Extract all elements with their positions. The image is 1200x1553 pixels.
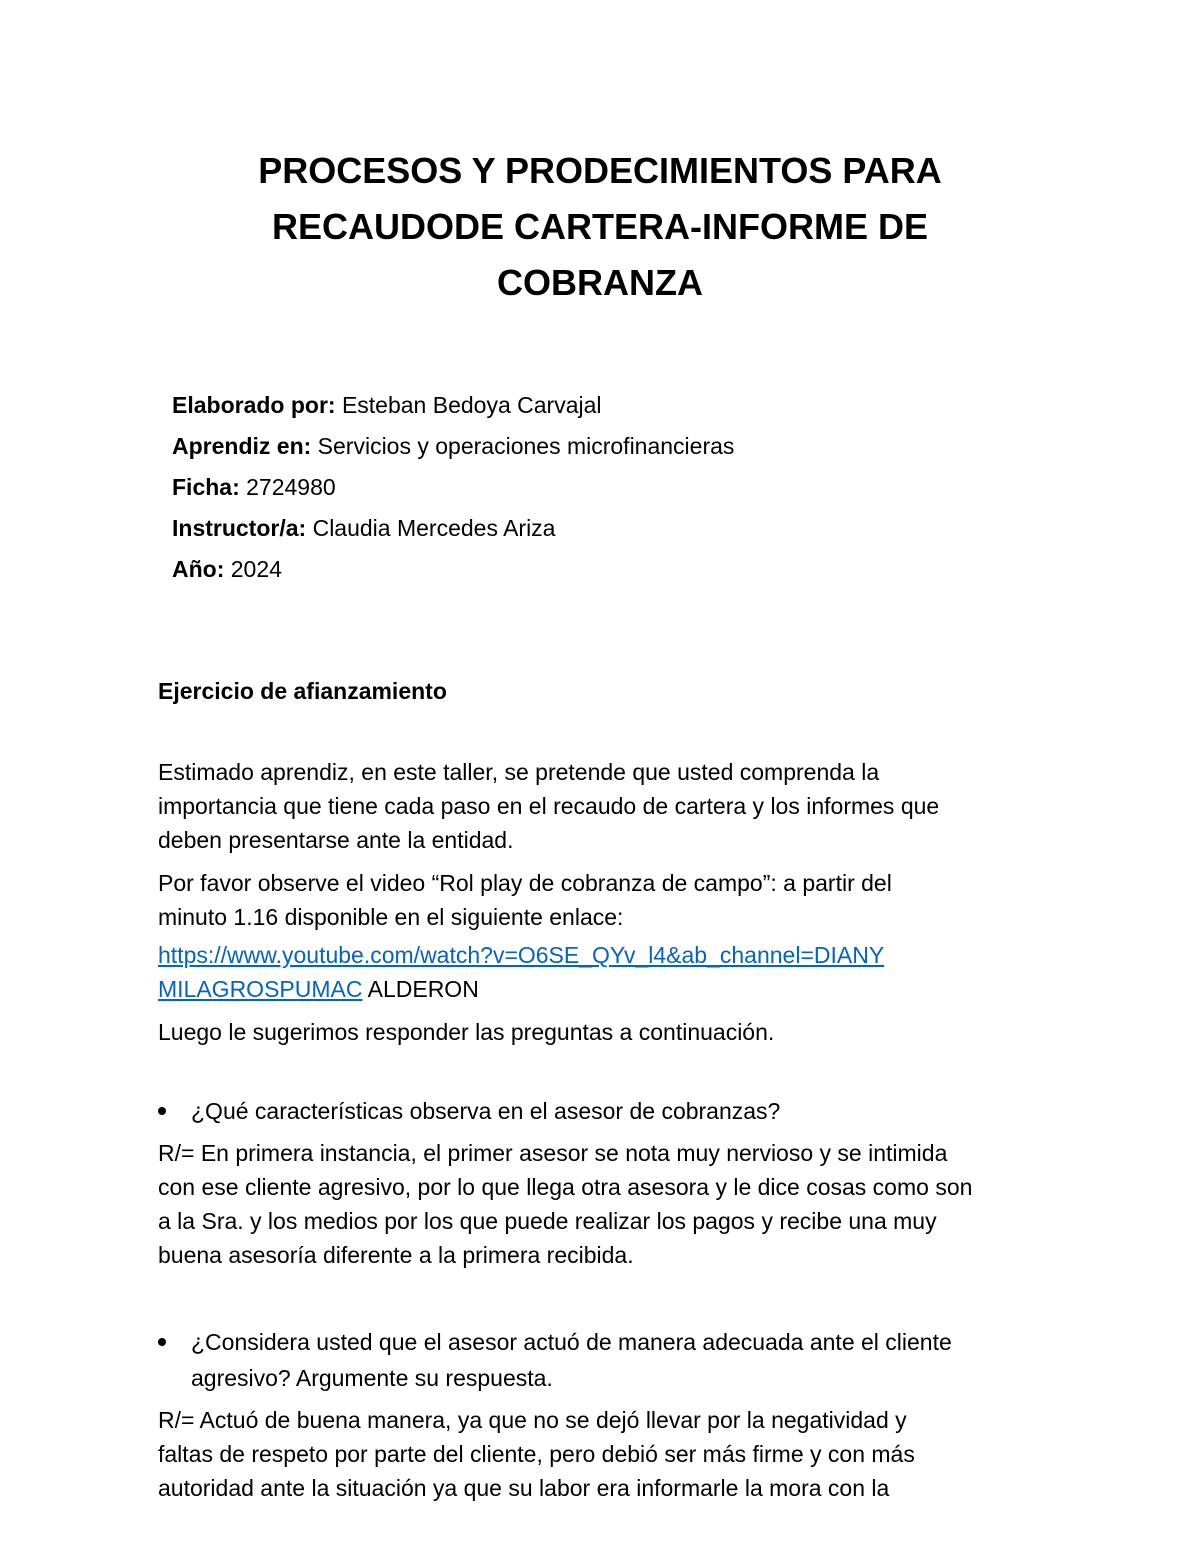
anio-value: 2024	[224, 556, 282, 582]
elaborado-value: Esteban Bedoya Carvajal	[335, 392, 602, 418]
answer-1-line-1: R/= En primera instancia, el primer asesor se nota muy nervioso y se intimida	[158, 1140, 948, 1166]
question-2-line-1: ¿Considera usted que el asesor actuó de manera adecuada ante el cliente	[191, 1329, 952, 1355]
answer-2-line-1: R/= Actuó de buena manera, ya que no se dejó llevar por la negatividad y	[158, 1407, 907, 1433]
video-line-1: Por favor observe el video “Rol play de cobranza de campo”: a partir del	[158, 870, 892, 896]
instructor-row	[172, 508, 734, 549]
video-link-line-2	[158, 972, 479, 1006]
author-info	[172, 385, 734, 590]
anio-label: Año:	[172, 556, 225, 582]
intro-line-3: deben presentarse ante la entidad.	[158, 827, 514, 853]
ficha-row	[172, 467, 734, 508]
elaborado-row	[172, 385, 734, 426]
elaborado-label: Elaborado por:	[172, 392, 336, 418]
aprendiz-label: Aprendiz en:	[172, 433, 312, 459]
link-trailing-text: ALDERON	[362, 976, 479, 1002]
section-heading: Ejercicio de afianzamiento	[158, 678, 447, 704]
instructor-label: Instructor/a:	[172, 515, 307, 541]
closing-line: Luego le sugerimos responder las preguntas a continuación.	[158, 1019, 775, 1045]
bullet-icon	[158, 1338, 166, 1346]
answer-2-line-2: faltas de respeto por parte del cliente, pero debió ser más firme y con más	[158, 1441, 915, 1467]
answer-2-line-3: autoridad ante la situación ya que su labor era informarle la mora con la	[158, 1475, 890, 1501]
intro-line-2: importancia que tiene cada paso en el recaudo de cartera y los informes que	[158, 793, 940, 819]
intro-line-1: Estimado aprendiz, en este taller, se pretende que usted comprenda la	[158, 759, 880, 785]
video-link-line-1	[158, 938, 884, 972]
bullet-icon	[158, 1107, 166, 1115]
instructor-value: Claudia Mercedes Ariza	[306, 515, 556, 541]
ficha-value: 2724980	[239, 474, 336, 500]
document-title	[100, 143, 1100, 311]
ficha-label: Ficha:	[172, 474, 240, 500]
answer-1-line-4: buena asesoría diferente a la primera recibida.	[158, 1242, 634, 1268]
answer-1-line-2: con ese cliente agresivo, por lo que llega otra asesora y le dice cosas como son	[158, 1174, 973, 1200]
title-line-3: COBRANZA	[497, 262, 703, 303]
video-link-continued[interactable]: MILAGROSPUMAC	[158, 976, 363, 1002]
aprendiz-value: Servicios y operaciones microfinancieras	[311, 433, 735, 459]
question-1: ¿Qué características observa en el asesor de cobranzas?	[191, 1098, 781, 1124]
title-line-1: PROCESOS Y PRODECIMIENTOS PARA	[258, 150, 942, 191]
title-line-2: RECAUDODE CARTERA-INFORME DE	[272, 206, 928, 247]
question-2-line-2: agresivo? Argumente su respuesta.	[191, 1365, 553, 1391]
aprendiz-row	[172, 426, 734, 467]
anio-row	[172, 549, 734, 590]
video-link[interactable]: https://www.youtube.com/watch?v=O6SE_QYv_l4&ab_channel=DIANY	[158, 942, 885, 968]
answer-1-line-3: a la Sra. y los medios por los que puede realizar los pagos y recibe una muy	[158, 1208, 937, 1234]
video-line-2: minuto 1.16 disponible en el siguiente enlace:	[158, 904, 624, 930]
